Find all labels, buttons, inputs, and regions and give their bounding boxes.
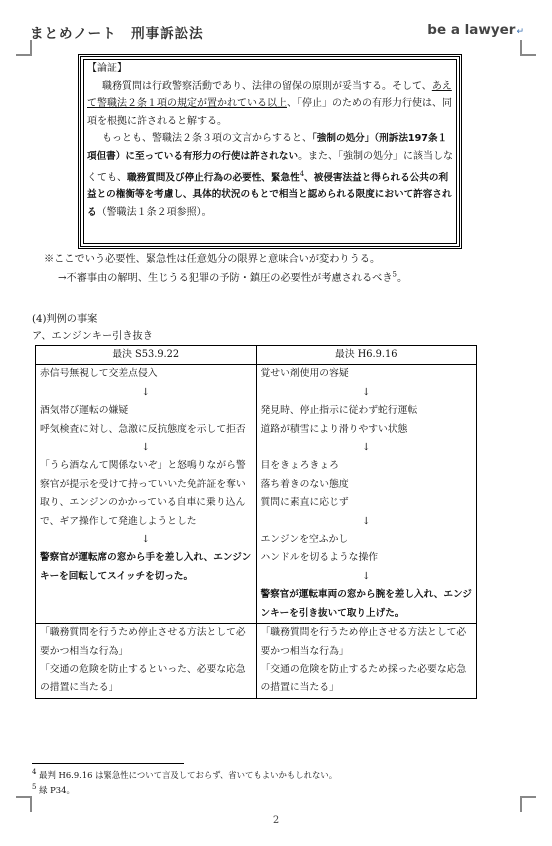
footnote-separator <box>32 763 184 764</box>
holding-right <box>256 624 477 699</box>
fact-item: 赤信号無視して交差点侵入 <box>40 368 158 380</box>
note-text: →不審事由の解明、生じうる犯罪の予防・鎮圧の必要性が考慮されるべき <box>58 273 393 284</box>
footnote-number: 5 <box>32 783 37 791</box>
holding-item: 「交通の危険を防止するため採った必要な応急の措置に当たる」 <box>260 663 467 694</box>
fact-item: 質問に素直に応じず <box>260 497 349 509</box>
table-row-facts <box>36 365 477 624</box>
fact-item: 「うら酒なんて関係ないぞ」と怒鳴りながら警察官が提示を受けて持っていいた免許証を奪い取り、エンジンのかかっている自車に乗り込んで、ギア操作して発進しようとした <box>40 460 246 527</box>
footnote-ref[interactable]: 5 <box>392 270 398 279</box>
table-row-holding <box>36 624 477 699</box>
argument-text: （警職法１条２項参照）。 <box>96 207 212 219</box>
argument-underlined-text: あえて警職法２条１項の規定が置かれている以上 <box>87 80 452 110</box>
crop-mark-bottom-right <box>520 796 536 812</box>
argument-text: 。また、「強制の処分」に該当しなくても、 <box>87 150 454 183</box>
arrow-down-icon: ↓ <box>362 570 371 582</box>
argument-paragraph-1 <box>87 78 455 131</box>
fact-item: 道路が積雪により滑りやすい状態 <box>260 423 408 435</box>
footnote-text: 緑 P34。 <box>39 784 75 795</box>
argument-paragraph-2 <box>87 130 455 221</box>
fact-item-bold: 警察官が運転席の窓から手を差し入れ、エンジンキーを回転してスイッチを切った。 <box>40 552 252 582</box>
table-head-right: 最決 H6.9.16 <box>256 346 477 365</box>
argument-bold-text: 、 <box>304 171 314 183</box>
header-brand-text: be a lawyer <box>427 22 516 38</box>
argument-box <box>78 54 462 249</box>
section-heading: (4)判例の事案 <box>32 314 98 325</box>
argument-bold-text: 職務質問及び停止行為の必要性、緊急性 <box>127 171 300 183</box>
arrow-down-icon: ↓ <box>362 442 371 454</box>
holding-item: 「職務質問を行うため停止させる方法として必要かつ相当な行為」 <box>260 627 467 657</box>
fact-item: 発見時、停止指示に従わず蛇行運転 <box>260 405 418 417</box>
arrow-down-icon: ↓ <box>141 534 150 546</box>
header-title: まとめノート 刑事訴訟法 <box>30 26 204 42</box>
crop-mark-bottom-left <box>16 796 32 812</box>
case-comparison-table <box>35 345 477 699</box>
crop-mark-top-right <box>520 40 536 56</box>
fact-item: 目をきょろきょろ <box>260 460 339 472</box>
note-necessity: ※ここでいう必要性、緊急性は任意処分の限界と意味合いが変わりうる。 <box>44 254 381 265</box>
page-number: 2 <box>272 815 280 826</box>
fact-item: 酒気帯び運転の嫌疑 <box>40 405 129 417</box>
arrow-down-icon: ↓ <box>362 515 371 527</box>
argument-bold-text: 「強制の処分」（刑訴法197条１項但書）に至っている有形力の行使は許されない <box>87 133 448 162</box>
fact-item: 落ち着きのない態度 <box>260 478 349 490</box>
fact-item-bold: 警察官が運転車両の窓から腕を差し入れ、エンジンキーを引き抜いて取り上げた。 <box>260 589 472 619</box>
arrow-down-icon: ↓ <box>362 386 371 398</box>
argument-label: 【論証】 <box>87 63 127 74</box>
subsection-heading: ア、エンジンキー引き抜き <box>32 331 153 342</box>
argument-text: 職務質問は行政警察活動であり、法律の留保の原則が妥当する。そして、 <box>102 80 432 92</box>
fact-item: ハンドルを切るような操作 <box>260 552 379 564</box>
facts-right <box>256 365 477 624</box>
fact-item: 呼気検査に対し、急激に反抗態度を示して拒否 <box>40 423 246 435</box>
arrow-down-icon: ↓ <box>141 386 150 398</box>
footnote-5 <box>32 783 75 796</box>
header-brand <box>427 22 524 38</box>
footnote-number: 4 <box>32 768 37 776</box>
facts-left <box>36 365 257 624</box>
table-header-row <box>36 346 477 365</box>
holding-item: 「職務質問を行うため停止させる方法として必要かつ相当な行為」 <box>40 627 246 657</box>
footnote-text: 最判 H6.9.16 は緊急性について言及しておらず、省いてもよいかもしれない。 <box>39 769 338 780</box>
footnote-4 <box>32 768 337 781</box>
footnote-ref[interactable]: 4 <box>299 169 305 178</box>
argument-text: 、「停止」のための有形力行使は、同項を根拠に許されると解する。 <box>87 98 452 127</box>
argument-text: もっとも、警職法２条３項の文言からすると、 <box>102 133 312 145</box>
paragraph-mark-icon: ↵ <box>516 27 524 37</box>
fact-item: エンジンを空ふかし <box>260 534 349 546</box>
arrow-down-icon: ↓ <box>141 442 150 454</box>
note-consideration: →不審事由の解明、生じうる犯罪の予防・鎮圧の必要性が考慮されるべき$^5$。 <box>58 270 408 284</box>
crop-mark-top-left <box>16 40 32 56</box>
holding-item: 「交通の危険を防止するといった、必要な応急の措置に当たる」 <box>40 663 246 694</box>
holding-left <box>36 624 257 699</box>
fact-item: 覚せい剤使用の容疑 <box>260 368 349 380</box>
argument-bold-text: 被侵害法益と得られる公共の利益との権衡等を考慮し、具体的状況のもとで相当と認められる限度において許容される <box>87 171 452 219</box>
table-head-left: 最決 S53.9.22 <box>36 346 257 365</box>
